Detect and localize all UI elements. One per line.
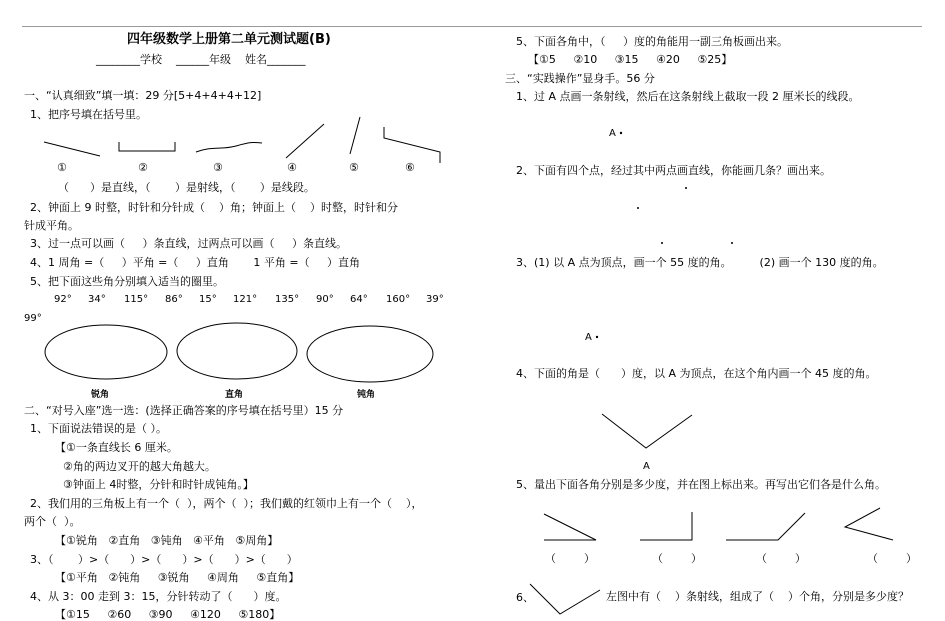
fig-label-2: ②: [138, 161, 148, 174]
sec1-q2b: 针成平角。: [24, 219, 79, 232]
sec1-q3: 3、过一点可以画（ ）条直线，过两点可以画（ ）条直线。: [30, 237, 347, 250]
figure-5-ray: [350, 117, 360, 154]
point-1: [685, 187, 687, 189]
obtuse-label: 钝角: [357, 390, 376, 400]
sec2-q1: 1、下面说法错误的是（ ）。: [30, 422, 167, 435]
sec1-q1-blank: （ ）是直线，（ ）是射线，（ ）是线段。: [58, 181, 315, 194]
fig-label-3: ③: [213, 161, 223, 174]
q6-figure: [530, 584, 600, 614]
angle-value: 135°: [275, 294, 300, 305]
sec3-q6-num: 6、: [516, 591, 534, 604]
sec2-q3: 3、（ ）>（ ）>（ ）>（ ）>（ ）: [30, 553, 298, 566]
obtuse-circle: [307, 326, 433, 382]
fig-label-6: ⑥: [405, 161, 415, 174]
angle-value: 15°: [199, 294, 217, 305]
angle-value: 92°: [54, 294, 72, 305]
angle-value: 121°: [233, 294, 258, 305]
sec3-q2: 2、下面有四个点，经过其中两点画直线，你能画几条？画出来。: [516, 164, 831, 177]
sec2-q2b: 两个（ ）。: [24, 515, 81, 528]
sec1-q2a: 2、钟面上 9 时整，时针和分针成（ ）角；钟面上（ ）时整，时针和分: [30, 201, 398, 214]
right-label: 直角: [225, 390, 244, 400]
angle-value: 115°: [124, 294, 149, 305]
angle-1: [544, 514, 596, 540]
header-fields: ________学校 ______年级 姓名_______: [96, 53, 306, 66]
sec3-q3: 3、(1) 以 A 点为顶点，画一个 55 度的角。 (2) 画一个 130 度的角。: [516, 256, 884, 269]
v-angle-label: A: [643, 461, 650, 472]
angle-3: [726, 513, 805, 540]
right-q5-opts: 【①5 ②10 ③15 ④20 ⑤25】: [528, 53, 733, 66]
point-a-label-2: A: [585, 332, 592, 343]
figure-6-segment: [384, 127, 440, 163]
angle-value: 160°: [386, 294, 411, 305]
sec2-q1-opt2: ②角的两边叉开的越大角越大。: [63, 460, 216, 473]
figure-4-ray: [286, 124, 324, 158]
sec2-q2a: 2、我们用的三角板上有一个（ ），两个（ ）；我们戴的红领巾上有一个（ ），: [30, 497, 423, 510]
measure-blank-2: （ ）: [652, 552, 702, 565]
acute-label: 锐角: [91, 390, 110, 400]
sec2-q4-opts: 【①15 ②60 ③90 ④120 ⑤180】: [55, 608, 281, 621]
fig-label-5: ⑤: [349, 161, 359, 174]
angle-2: [640, 512, 692, 540]
figure-3-curve: [196, 142, 262, 152]
point-4: [731, 242, 733, 244]
sec1-heading: 一、“认真细致”填一填：29 分[5+4+4+4+12]: [24, 89, 262, 102]
acute-circle: [45, 325, 167, 379]
right-q5: 5、下面各角中，（ ）度的角能用一副三角板画出来。: [516, 35, 788, 48]
sec3-q6: 左图中有（ ）条射线，组成了（ ）个角，分别是多少度？: [606, 590, 909, 603]
sec3-q4: 4、下面的角是（ ）度，以 A 为顶点，在这个角内画一个 45 度的角。: [516, 367, 877, 380]
angle-value: 39°: [426, 294, 444, 305]
v-angle: [602, 414, 692, 448]
angle-value: 99°: [24, 313, 42, 324]
sec3-q1: 1、过 A 点画一条射线，然后在这条射线上截取一段 2 厘米长的线段。: [516, 90, 860, 103]
sec3-q5: 5、量出下面各角分别是多少度，并在图上标出来。再写出它们各是什么角。: [516, 478, 886, 491]
sec1-q4: 4、1 周角 =（ ）平角 =（ ）直角 1 平角 =（ ）直角: [30, 256, 361, 269]
measure-blank-1: （ ）: [545, 552, 595, 565]
point-3: [661, 242, 663, 244]
figure-1-line: [44, 142, 100, 156]
point-a-label: A: [609, 128, 616, 139]
measure-blank-4: （ ）: [867, 552, 917, 565]
angle-value: 64°: [350, 294, 368, 305]
fig-label-1: ①: [57, 161, 67, 174]
angle-value: 86°: [165, 294, 183, 305]
sec2-q1-opt1: 【①一条直线长 6 厘米。: [55, 441, 178, 454]
sec1-q5: 5、把下面这些角分别填入适当的圈里。: [30, 275, 224, 288]
right-circle: [177, 323, 297, 379]
sec2-q4: 4、从 3：00 走到 3：15，分针转动了（ ）度。: [30, 590, 287, 603]
angle-4: [845, 508, 893, 540]
sec2-q1-opt3: ③钟面上 4时整，分针和时针成钝角。】: [63, 478, 254, 491]
sec2-q2-opts: 【①锐角 ②直角 ③钝角 ④平角 ⑤周角】: [55, 534, 279, 547]
angle-value: 34°: [88, 294, 106, 305]
figure-2-segment: [119, 142, 175, 151]
point-a-dot-2: [596, 336, 598, 338]
point-2: [637, 207, 639, 209]
sec2-q3-opts: 【①平角 ②钝角 ③锐角 ④周角 ⑤直角】: [55, 571, 300, 584]
fig-label-4: ④: [287, 161, 297, 174]
sec3-heading: 三、“实践操作”显身手。56 分: [505, 72, 655, 85]
point-a-dot: [620, 132, 622, 134]
angle-value: 90°: [316, 294, 334, 305]
sec2-heading: 二、“对号入座”选一选：(选择正确答案的序号填在括号里）15 分: [24, 404, 344, 417]
sec1-q1: 1、把序号填在括号里。: [30, 108, 147, 121]
page-title: 四年级数学上册第二单元测试题(B): [127, 32, 331, 47]
measure-blank-3: （ ）: [756, 552, 806, 565]
